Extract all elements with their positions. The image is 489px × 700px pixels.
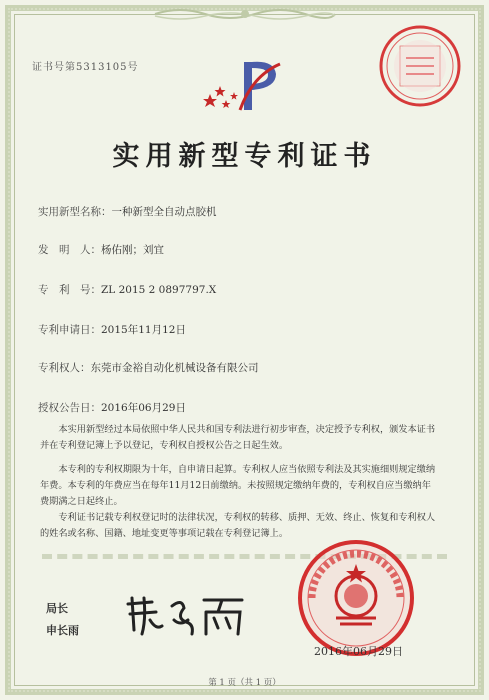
field-label: 授权公告日： <box>38 402 101 414</box>
field-label: 专 利 号： <box>38 284 101 296</box>
field-value: 2016年06月29日 <box>101 402 186 414</box>
body-paragraph-1: 本实用新型经过本局依照中华人民共和国专利法进行初步审查，决定授予专利权，颁发本证书并在专利登记簿上予以登记，专利权自授权公告之日起生效。 <box>40 424 436 451</box>
field-value: 杨佑刚；刘宜 <box>101 244 164 256</box>
field-grant-date <box>38 400 186 415</box>
field-filing-date <box>38 322 186 337</box>
body-paragraph-3: 专利证书记载专利权登记时的法律状况，专利权的转移、质押、无效、终止、恢复和专利权人的姓名或名称、国籍、地址变更等事项记载在专利登记簿上。 <box>40 512 436 539</box>
signatory-title: 局长 <box>46 602 68 615</box>
field-value: 一种新型全自动点胶机 <box>111 206 217 218</box>
field-value: 东莞市金裕自动化机械设备有限公司 <box>90 362 259 374</box>
field-patent-holder <box>38 360 259 375</box>
field-value: ZL 2015 2 0897797.X <box>101 284 217 296</box>
patent-office-emblem-icon <box>200 56 290 112</box>
top-ornament <box>150 6 340 22</box>
field-label: 发 明 人： <box>38 244 101 256</box>
field-label: 专利权人： <box>38 362 91 374</box>
certificate-number: 证书号第5313105号 <box>32 62 139 73</box>
field-utility-model-name <box>38 204 217 219</box>
field-inventor <box>38 242 164 257</box>
seal-date: 2016年06月29日 <box>314 645 403 658</box>
field-value: 2015年11月12日 <box>101 324 186 336</box>
field-label: 实用新型名称： <box>38 206 112 218</box>
official-red-seal-icon <box>296 538 416 658</box>
handwritten-signature-icon <box>122 590 252 640</box>
field-patent-number <box>38 282 216 297</box>
signatory-name: 申长雨 <box>46 624 79 637</box>
certificate-title: 实用新型专利证书 <box>112 141 377 172</box>
body-paragraph-2: 本专利的专利权期限为十年，自申请日起算。专利权人应当依照专利法及其实施细则规定缴纳年费。本专利的年费应当在每年11月12日前缴纳。未按照规定缴纳年费的，专利权自应当缴纳年费期满之日起终止。 <box>40 464 436 507</box>
page-number: 第 1 页（共 1 页） <box>208 678 281 688</box>
top-red-seal-icon <box>378 24 462 108</box>
field-label: 专利申请日： <box>38 324 101 336</box>
